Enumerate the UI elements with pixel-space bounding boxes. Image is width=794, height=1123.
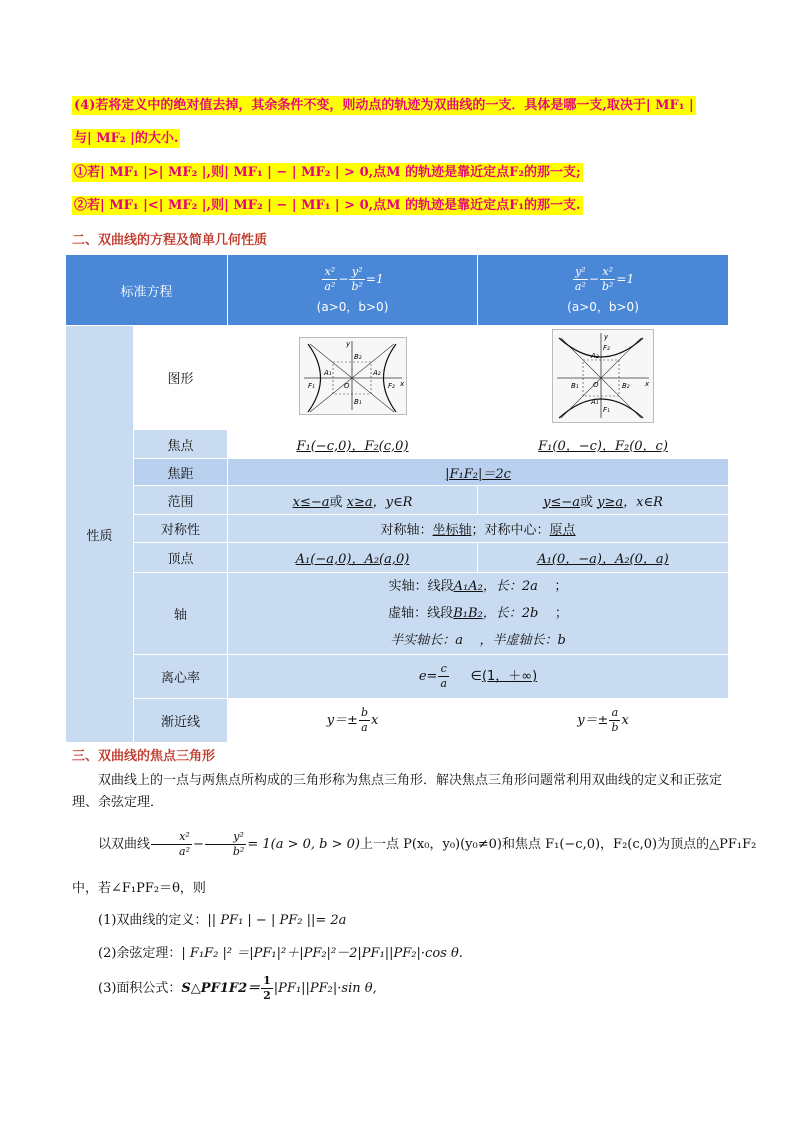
eccentricity-value: e= $\frac{c}{a}$ ∈(1，＋∞) bbox=[228, 655, 729, 699]
fig2-a1-label: A₁ bbox=[591, 397, 599, 406]
row-label-figure: 图形 bbox=[134, 326, 228, 430]
fig1-origin-label: O bbox=[343, 381, 350, 390]
fig1-a1-label: A₁ bbox=[323, 368, 332, 377]
focal-distance-value: |F₁F₂|＝2c bbox=[228, 459, 729, 486]
section-heading-2: 二、双曲线的方程及简单几何性质 bbox=[72, 233, 268, 248]
row-label-focal-distance: 焦距 bbox=[134, 459, 228, 486]
paragraph-hyperbola-setup: 以双曲线 $\frac{\text{x²}}{\text{a²}}$ − $\frac{\text{y²}}{\text{b²}}$ = 1(a > 0, b > 0)上一点 P(x₀，y₀)(y₀≠0)和焦点 F₁(−c,0)，F₂(c,0)为顶点的△PF₁F₂ bbox=[98, 830, 757, 858]
highlight-line-4: ②若| MF₁ |<| MF₂ |,则| MF₂ | − | MF₁ | > 0,点M 的轨迹是靠近定点F₁的那一支. bbox=[74, 198, 581, 213]
fig2-origin-label: O bbox=[593, 380, 599, 389]
paragraph-angle-condition: 中，若∠F₁PF₂＝θ，则 bbox=[72, 881, 206, 896]
axes-value: 实轴：线段A₁A₂，长：2a ； 虚轴：线段B₁B₂，长：2b ； 半实轴长：a ，半虚轴长：b bbox=[228, 573, 729, 655]
fig2-b2-label: B₂ bbox=[622, 381, 630, 390]
fig1-b2-label: B₂ bbox=[353, 352, 362, 361]
fig2-f1-label: F₁ bbox=[603, 405, 610, 414]
fig2-x-label: x bbox=[645, 379, 650, 388]
row-label-range: 范围 bbox=[134, 486, 228, 515]
asymptote-value-2: y＝± $\frac{a}{b}$ x bbox=[478, 699, 729, 743]
hyperbola-horizontal-figure bbox=[299, 337, 407, 415]
fig1-f1-label: F₁ bbox=[307, 381, 315, 390]
fig1-x-label: x bbox=[399, 379, 404, 388]
hyperbola-vertical-figure bbox=[552, 329, 654, 423]
paragraph-focal-triangle: 双曲线上的一点与两焦点所构成的三角形称为焦点三角形．解决焦点三角形问题常利用双曲线的定义和正弦定理、余弦定理． bbox=[72, 773, 723, 810]
figure-cell-1 bbox=[228, 326, 478, 430]
hyperbola-properties-table bbox=[65, 254, 729, 743]
fig2-a2-label: A₂ bbox=[591, 351, 599, 360]
foci-value-1: F₁(−c,0)，F₂(c,0) bbox=[228, 430, 478, 459]
fig1-b1-label: B₁ bbox=[353, 397, 362, 406]
row-label-eccentricity: 离心率 bbox=[134, 655, 228, 699]
row-label-axes: 轴 bbox=[134, 573, 228, 655]
fig1-y-label: y bbox=[345, 339, 350, 348]
header-standard-equation: 标准方程 bbox=[66, 255, 228, 326]
symmetry-value: 对称轴：坐标轴；对称中心：原点 bbox=[228, 515, 729, 543]
header-equation-1: $\frac{\text{x²}}{\text{a²}}$ − $\frac{\text{y²}}{\text{b²}}$ =1 (a>0，b>0) bbox=[228, 255, 478, 326]
item-area-formula: (3)面积公式：S△PF1F2＝ $\frac{1}{2}$ |PF₁||PF₂|·sin θ, bbox=[98, 974, 377, 1002]
figure-cell-2 bbox=[478, 326, 729, 430]
fig1-a2-label: A₂ bbox=[372, 368, 381, 377]
highlight-line-1: (4)若将定义中的绝对值去掉，其余条件不变，则动点的轨迹为双曲线的一支．具体是哪一支,取决于| MF₁ | bbox=[74, 98, 694, 113]
section-heading-3: 三、双曲线的焦点三角形 bbox=[72, 749, 216, 764]
asymptote-value-1: y＝± $\frac{b}{a}$ x bbox=[228, 699, 478, 743]
item-definition: (1)双曲线的定义：|| PF₁ | − | PF₂ ||= 2a bbox=[98, 913, 347, 928]
fig1-f2-label: F₂ bbox=[387, 381, 395, 390]
range-value-2: y≤−a或 y≥a，x∈R bbox=[478, 486, 729, 515]
header-equation-2: $\frac{\text{y²}}{\text{a²}}$ − $\frac{\text{x²}}{\text{b²}}$ =1 (a>0，b>0) bbox=[478, 255, 729, 326]
vertices-value-1: A₁(−a,0)，A₂(a,0) bbox=[228, 543, 478, 573]
range-value-1: x≤−a或 x≥a，y∈R bbox=[228, 486, 478, 515]
properties-group-label: 性质 bbox=[66, 326, 134, 743]
fig2-y-label: y bbox=[604, 332, 609, 341]
vertices-value-2: A₁(0，−a)，A₂(0，a) bbox=[478, 543, 729, 573]
fig2-f2-label: F₂ bbox=[603, 343, 610, 352]
foci-value-2: F₁(0，−c)，F₂(0，c) bbox=[478, 430, 729, 459]
highlight-line-3: ①若| MF₁ |>| MF₂ |,则| MF₁ | − | MF₂ | > 0,点M 的轨迹是靠近定点F₂的那一支; bbox=[74, 165, 581, 180]
row-label-symmetry: 对称性 bbox=[134, 515, 228, 543]
fig2-b1-label: B₁ bbox=[571, 381, 579, 390]
row-label-vertices: 顶点 bbox=[134, 543, 228, 573]
item-cosine-law: (2)余弦定理：| F₁F₂ |² ＝|PF₁|²＋|PF₂|²－2|PF₁||PF₂|·cos θ. bbox=[98, 946, 463, 961]
row-label-foci: 焦点 bbox=[134, 430, 228, 459]
highlight-line-2: 与| MF₂ |的大小. bbox=[74, 131, 179, 146]
row-label-asymptote: 渐近线 bbox=[134, 699, 228, 743]
